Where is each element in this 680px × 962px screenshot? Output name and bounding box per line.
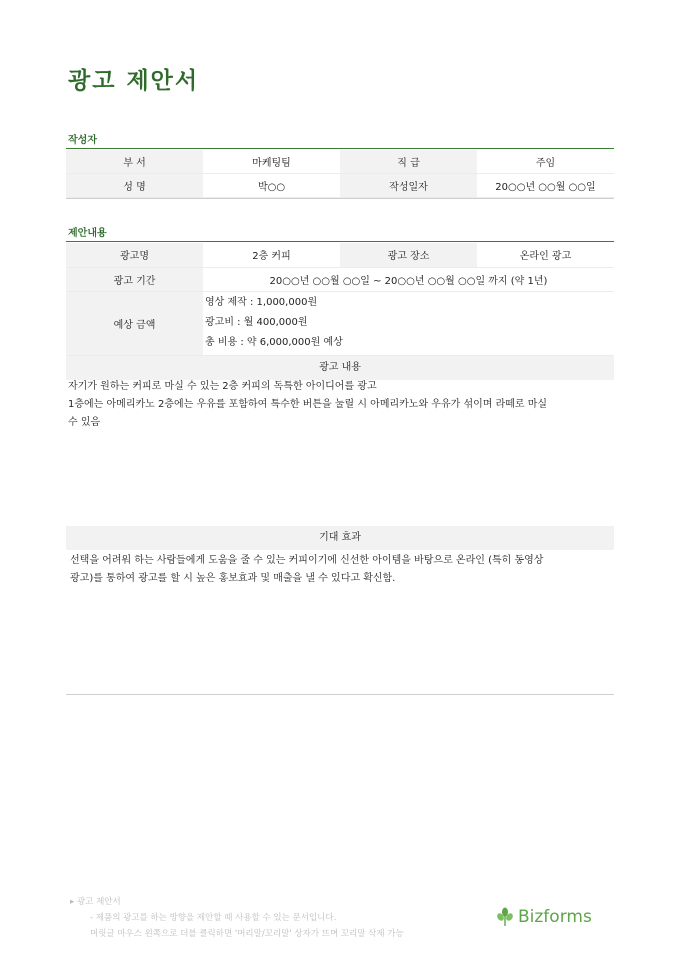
ad-place-value: 온라인 광고	[477, 243, 614, 267]
bizforms-logo	[496, 907, 592, 927]
author-section-heading: 작성자	[68, 135, 97, 146]
content-line: 1층에는 아메리카노 2층에는 우유를 포함하여 특수한 버튼을 눌릴 시 아메리카노와 우유가 섞이며 라떼로 마실	[68, 399, 548, 410]
author-bottom-rule	[66, 198, 614, 199]
ad-name-label: 광고명	[66, 243, 203, 267]
author-row	[66, 173, 614, 197]
effect-heading: 기대 효과	[66, 526, 614, 550]
content-line: 수 있음	[68, 417, 101, 428]
ad-cost-row	[66, 291, 614, 355]
content-body	[68, 378, 608, 432]
footer-line-2: 머릿글 마우스 왼쪽으로 더블 클릭하면 '머리말/꼬리말' 상자가 뜨며 꼬리말 삭제 가능	[90, 929, 404, 939]
cost-line-adfee: 광고비 : 월 400,000원	[205, 317, 308, 328]
date-label: 작성일자	[340, 173, 477, 197]
dept-label: 부 서	[66, 150, 203, 173]
author-table	[66, 150, 614, 198]
ad-place-label: 광고 장소	[340, 243, 477, 267]
proposal-section-heading: 제안내용	[68, 228, 107, 239]
ad-period-label: 광고 기간	[66, 267, 203, 291]
proposal-table	[66, 243, 614, 356]
content-heading: 광고 내용	[66, 356, 614, 380]
author-row	[66, 150, 614, 173]
cost-line-total: 총 비용 : 약 6,000,000원 예상	[205, 337, 343, 348]
effect-line: 광고)를 통하여 광고를 할 시 높은 홍보효과 및 매출을 낼 수 있다고 확신함.	[70, 573, 396, 584]
ad-cost-value	[203, 291, 614, 355]
author-top-rule	[66, 148, 614, 149]
proposal-top-rule	[66, 241, 614, 242]
date-value: 20○○년 ○○월 ○○일	[477, 173, 614, 197]
name-value: 박○○	[203, 173, 340, 197]
footer-bullet-icon: ▸	[70, 897, 77, 907]
leaf-icon	[496, 907, 514, 927]
ad-cost-label: 예상 금액	[66, 291, 203, 355]
content-line: 자기가 원하는 커피로 마실 수 있는 2층 커피의 독특한 아이디어를 광고	[68, 381, 377, 392]
ad-period-row	[66, 267, 614, 291]
dept-value: 마케팅팀	[203, 150, 340, 173]
document-title: 광고 제안서	[68, 68, 200, 94]
ad-name-value: 2층 커피	[203, 243, 340, 267]
effect-body	[70, 552, 610, 588]
footer-line-1: - 제품의 광고를 하는 방향을 제안할 때 사용할 수 있는 문서입니다.	[90, 913, 337, 923]
cost-line-production: 영상 제작 : 1,000,000원	[205, 297, 318, 308]
name-label: 성 명	[66, 173, 203, 197]
rank-label: 직 급	[340, 150, 477, 173]
ad-period-value: 20○○년 ○○월 ○○일 ~ 20○○년 ○○월 ○○일 까지 (약 1년)	[203, 267, 614, 291]
effect-line: 선택을 어려워 하는 사람들에게 도움을 줄 수 있는 커피이기에 신선한 아이템을 바탕으로 온라인 (특히 동영상	[70, 555, 544, 566]
logo-text: Bizforms	[518, 907, 592, 927]
ad-name-row	[66, 243, 614, 267]
content-bottom-rule	[66, 694, 614, 695]
rank-value: 주임	[477, 150, 614, 173]
footer-title: ▸ 광고 제안서	[70, 897, 121, 907]
